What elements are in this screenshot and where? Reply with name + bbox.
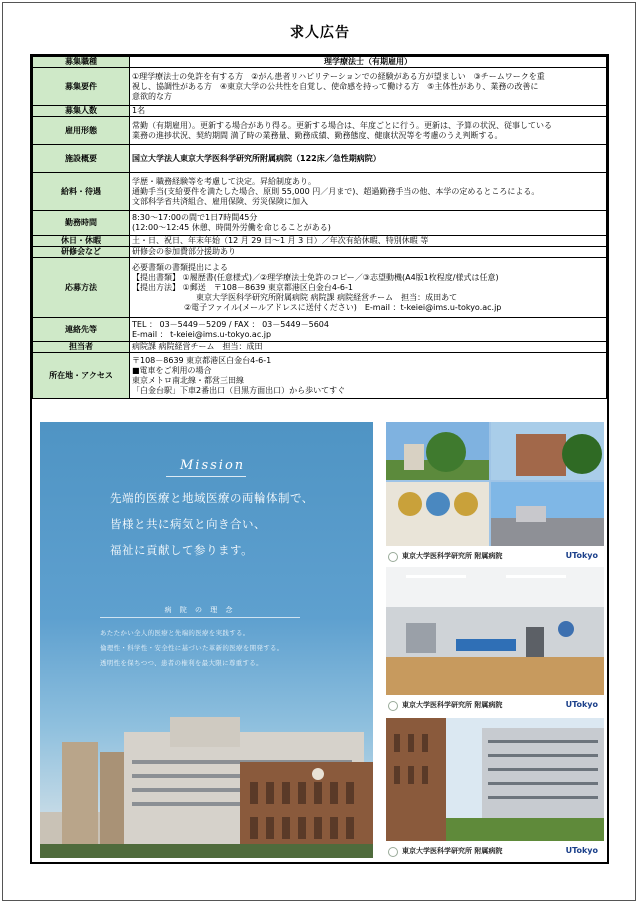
contact-line-1: TEL ： 03－5449－5209 / FAX ： 03－5449－5604	[132, 319, 329, 329]
row-contact	[33, 318, 607, 342]
row-salary	[33, 173, 607, 211]
logo-utokyo-3: UTokyo	[565, 846, 598, 855]
label-training: 研修会など	[33, 247, 130, 258]
row-address	[33, 353, 607, 399]
label-address: 所在地・アクセス	[33, 353, 130, 399]
logo-bar-2	[386, 698, 604, 712]
mission-line-2: 皆様と共に病気と向き合い、	[110, 517, 266, 531]
row-facility	[33, 145, 607, 173]
value-position: 理学療法士（有期雇用）	[130, 57, 607, 68]
requirements-line-2: 視し、協調性がある方 ④東京大学の公共性を自覚し、使命感を持って働ける方 ⑤主体性があり、業務の改善に	[132, 81, 539, 91]
value-count: 1名	[130, 106, 607, 117]
hospital-building-illustration	[40, 712, 373, 858]
label-position: 募集職種	[33, 57, 130, 68]
label-holidays: 休日・休暇	[33, 236, 130, 247]
label-apply: 応募方法	[33, 258, 130, 318]
logo-hospital-name-2: 東京大学医科学研究所 附属病院	[402, 701, 503, 709]
row-requirements	[33, 68, 607, 106]
address-line-1: 〒108－8639 東京都港区白金台4-6-1	[132, 355, 272, 365]
requirements-line-3: 意欲的な方	[132, 91, 172, 101]
row-count	[33, 106, 607, 117]
campus-photos	[386, 422, 604, 546]
logo-bar-1	[386, 549, 604, 563]
value-contact	[130, 318, 607, 342]
philosophy-heading: 病 院 の 理 念	[164, 606, 236, 614]
value-address	[130, 353, 607, 399]
hospital-logo-icon-2	[388, 701, 398, 711]
rehab-room-illustration	[386, 567, 604, 695]
logo-bar-3	[386, 844, 604, 858]
photo-section	[32, 416, 607, 862]
label-count: 募集人数	[33, 106, 130, 117]
philosophy-line-2: 倫理性・科学性・安全性に基づいた革新的医療を開発する。	[100, 644, 284, 652]
salary-line-1: 学歴・職務経験等を考慮して決定。昇給制度あり。	[132, 176, 316, 186]
employment-line-1: 常勤（有期雇用）。更新する場合があり得る。更新する場合は、年度ごとに行う。更新は、予算の状況、従事している	[132, 120, 552, 130]
value-hours	[130, 211, 607, 236]
value-requirements	[130, 68, 607, 106]
label-requirements: 募集要件	[33, 68, 130, 106]
contact-line-2: E-mail ： t-keiei@ims.u-tokyo.ac.jp	[132, 329, 272, 339]
salary-line-2: 通勤手当(支給要件を満たした場合、原則 55,000 円／月まで)、超過勤務手当の他、本学の定めるところによる。	[132, 186, 540, 196]
label-employment: 雇用形態	[33, 117, 130, 145]
hours-line-1: 8:30～17:00の間で1日7時間45分	[132, 213, 258, 222]
logo-utokyo-1: UTokyo	[565, 551, 598, 560]
address-line-3: 東京メトロ南北線・都営三田線	[132, 375, 244, 385]
apply-line-3: 【提出方法】 ①郵送 〒108－8639 東京都港区白金台4-6-1	[132, 282, 353, 292]
row-apply	[33, 258, 607, 318]
value-apply	[130, 258, 607, 318]
requirements-line-1: ①理学療法士の免許を有する方 ②がん患者リハビリテーションでの経験がある方が望ましい ③チームワークを重	[132, 71, 545, 81]
row-person	[33, 342, 607, 353]
row-position	[33, 57, 607, 68]
philosophy-rule	[100, 617, 300, 618]
value-employment	[130, 117, 607, 145]
label-contact: 連絡先等	[33, 318, 130, 342]
row-holidays	[33, 236, 607, 247]
row-training	[33, 247, 607, 258]
value-person: 病院課 病院経営チーム 担当：成田	[130, 342, 607, 353]
salary-line-3: 文部科学省共済組合、雇用保険、労災保険に加入	[132, 196, 308, 206]
value-salary	[130, 173, 607, 211]
philosophy-line-3: 透明性を保ちつつ、患者の権利を最大限に尊重する。	[100, 659, 263, 667]
hospital-exterior-photo	[386, 718, 604, 841]
row-employment	[33, 117, 607, 145]
page-title: 求人広告	[290, 25, 350, 41]
mission-line-3: 福祉に貢献して参ります。	[110, 543, 254, 557]
philosophy-line-1: あたたかい全人的医療と先端的医療を実践する。	[100, 629, 250, 637]
campus-photo-collage	[386, 422, 604, 546]
mission-heading: Mission	[180, 458, 246, 473]
label-hours: 勤務時間	[33, 211, 130, 236]
apply-line-5: ②電子ファイル(メールアドレスに送付ください) E-mail ：t-keiei@ims.u-tokyo.ac.jp	[184, 302, 502, 312]
logo-hospital-name-1: 東京大学医科学研究所 附属病院	[402, 552, 503, 560]
rehab-room-photo	[386, 567, 604, 695]
address-line-4: 「白金台駅」下車2番出口（目黒方面出口）から歩いてすぐ	[132, 385, 346, 395]
job-info-table	[32, 56, 607, 399]
label-salary: 給料・待遇	[33, 173, 130, 211]
apply-line-2: 【提出書類】 ①履歴書(任意様式)／②理学療法士免許のコピー／③志望動機(A4版1枚程度/様式は任意)	[132, 272, 499, 282]
employment-line-2: 業務の進捗状況、契約期間 満了時の業務量、勤務成績、勤務態度、健康状況等を考慮のうえ判断する。	[132, 130, 503, 140]
value-facility: 国立大学法人東京大学医科学研究所附属病院（122床／急性期病院）	[130, 145, 607, 173]
label-person: 担当者	[33, 342, 130, 353]
address-line-2: ■電車をご利用の場合	[132, 365, 212, 375]
mission-poster	[40, 422, 373, 858]
hospital-logo-icon	[388, 552, 398, 562]
apply-line-1: 必要書類の書類提出による	[132, 262, 228, 272]
value-holidays: 土・日、祝日、年末年始（12 月 29 日～1 月 3 日）／年次有給休暇、特別休暇 等	[130, 236, 607, 247]
label-facility: 施設概要	[33, 145, 130, 173]
hospital-exterior-illustration	[386, 718, 604, 841]
mission-underline	[166, 476, 246, 477]
logo-hospital-name-3: 東京大学医科学研究所 附属病院	[402, 847, 503, 855]
logo-utokyo-2: UTokyo	[565, 700, 598, 709]
row-hours	[33, 211, 607, 236]
hospital-logo-icon-3	[388, 847, 398, 857]
mission-line-1: 先端的医療と地域医療の両輪体制で、	[110, 491, 314, 505]
value-training: 研修会の参加費部分援助あり	[130, 247, 607, 258]
hours-line-2: (12:00～12:45 休憩、時間外労働を命じることがある)	[132, 223, 331, 232]
apply-line-4: 東京大学医科学研究所附属病院 病院課 病院経営チーム 担当：成田あて	[196, 292, 458, 302]
